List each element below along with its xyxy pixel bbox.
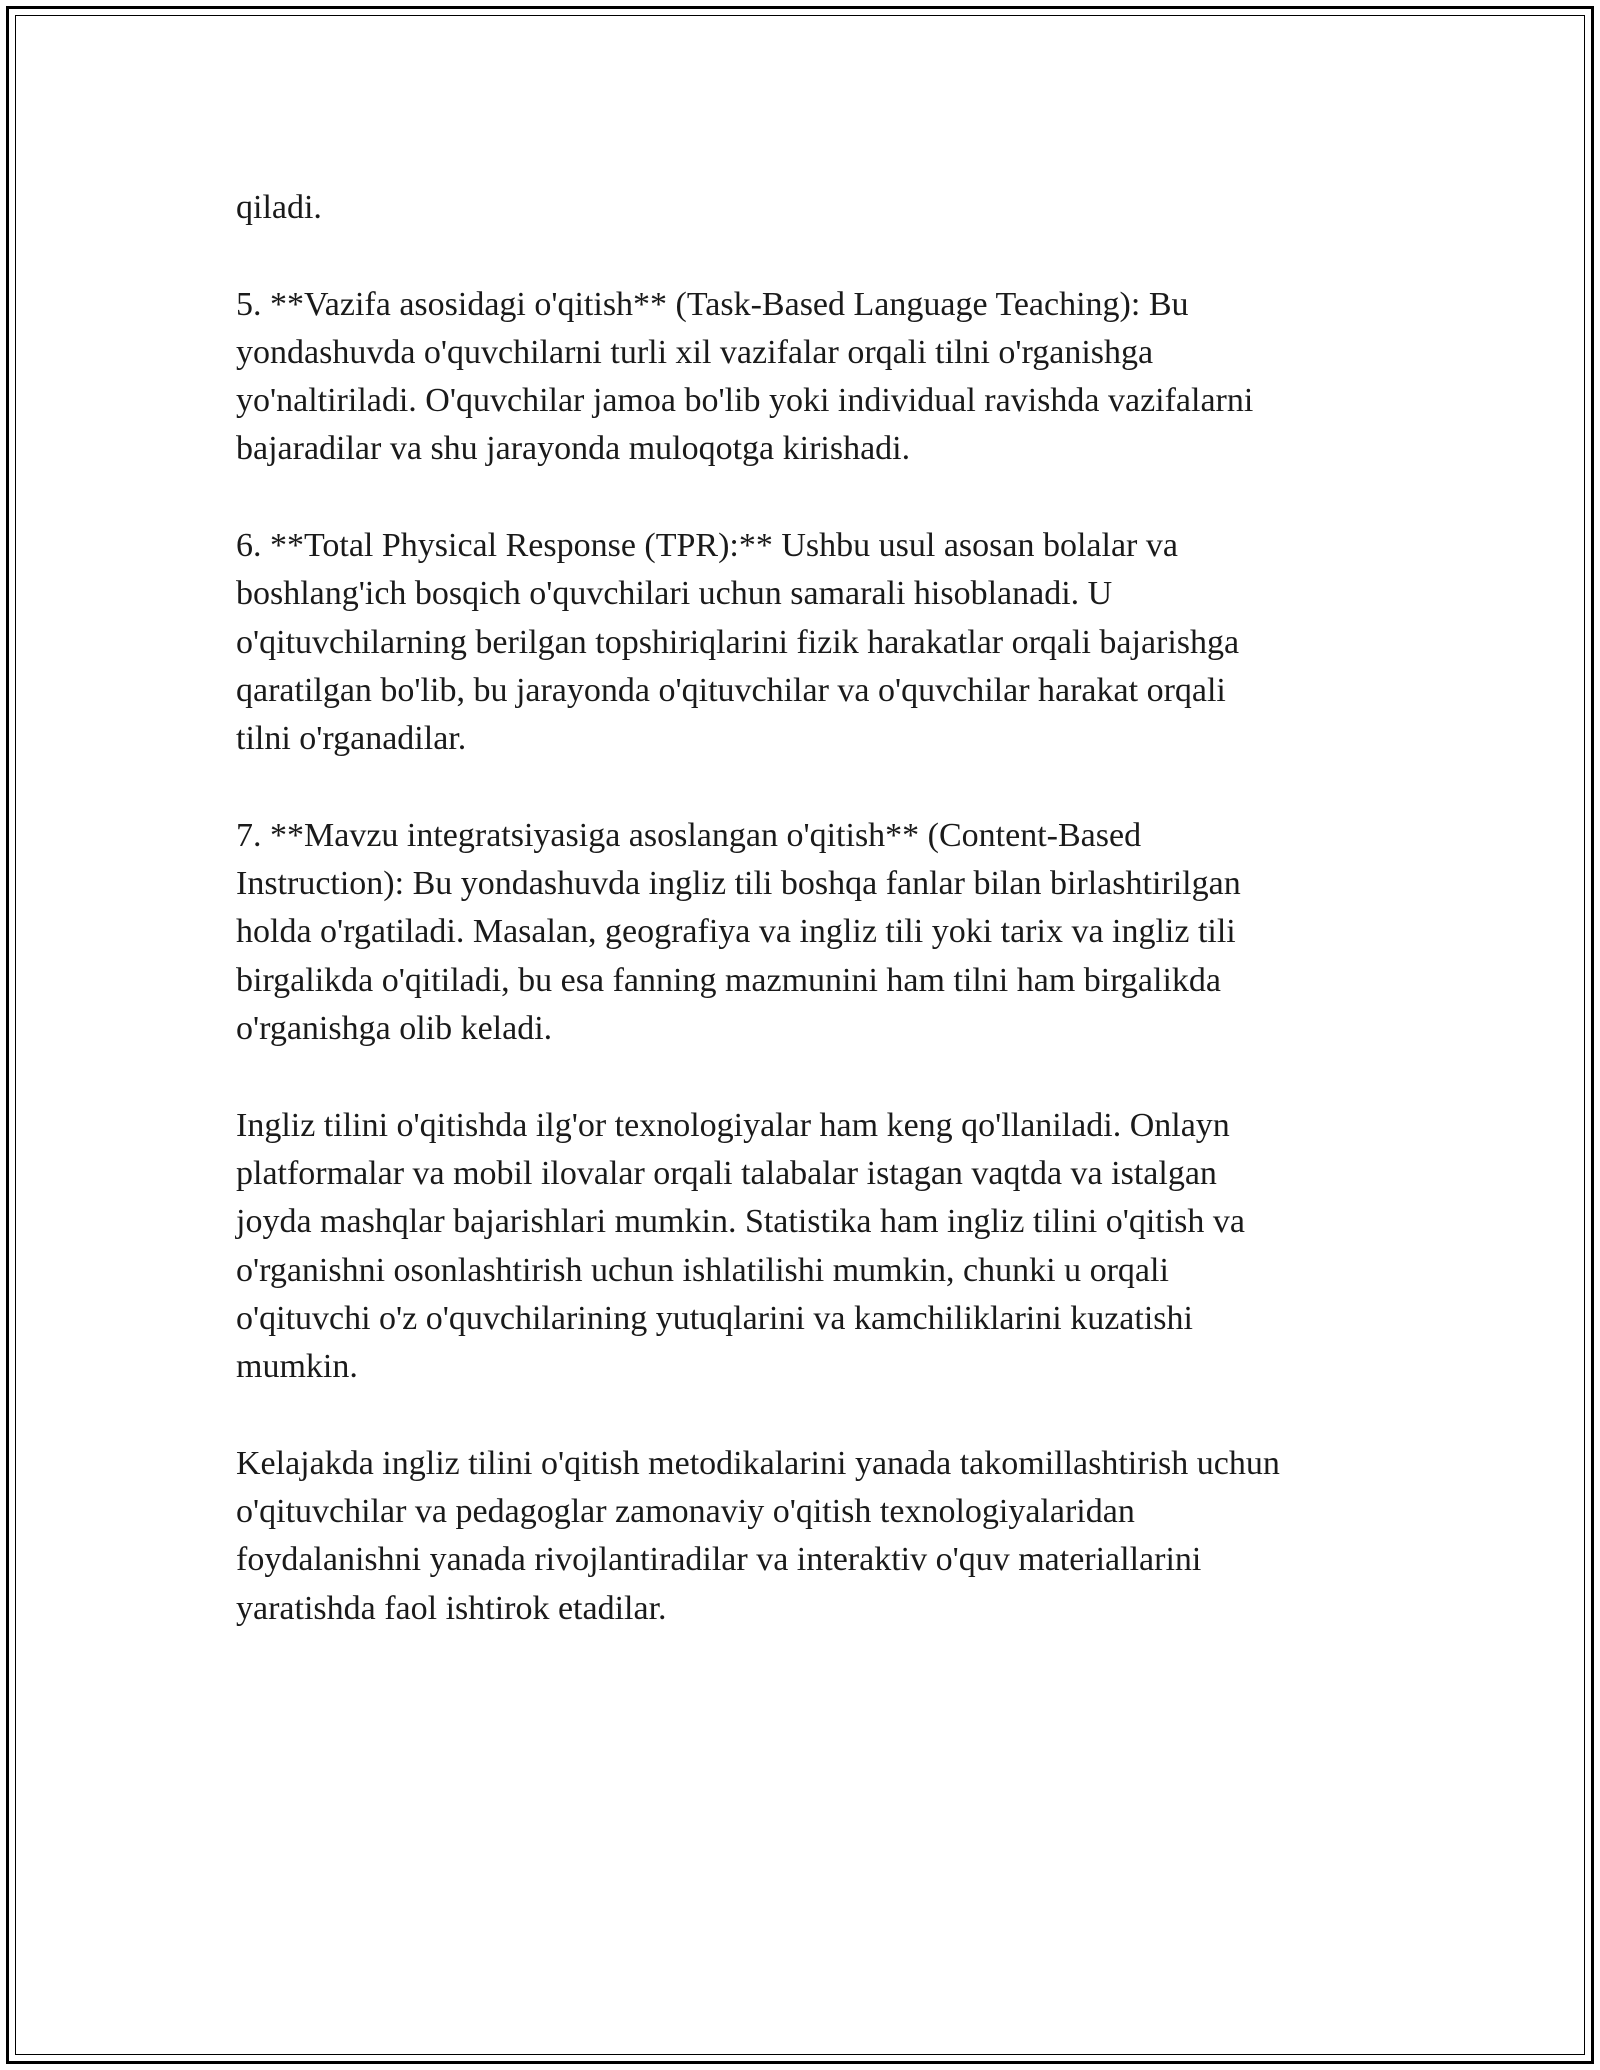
- paragraph-continuation: qiladi.: [236, 189, 322, 226]
- document-body: [236, 184, 1376, 1681]
- paragraph-technologies: Ingliz tilini o'qitishda ilg'or texnologiyalar ham keng qo'llaniladi. Onlayn platformalar va mobil ilovalar orqali talabalar istagan vaqtda va istalgan joyda mashqlar bajarishlari mumkin. Statistika ham ingliz tilini o'qitish va o'rganishni osonlashtirish uchun ishlatilishi mumkin, chunki u orqali o'qituvchi o'z o'quvchilarining yutuqlarini va kamchiliklarini kuzatishi mumkin.: [236, 1106, 1245, 1386]
- paragraph-item-7-content-based: 7. **Mavzu integratsiyasiga asoslangan o'qitish** (Content-Based Instruction): Bu yondashuvda ingliz tili boshqa fanlar bilan birlashtirilgan holda o'rgatiladi. Masalan, geografiya va ingliz tili yoki tarix va ingliz tili birgalikda o'qitiladi, bu esa fanning mazmunini ham tilni ham birgalikda o'rganishga olib keladi.: [236, 816, 1241, 1048]
- paragraph-future: Kelajakda ingliz tilini o'qitish metodikalarini yanada takomillashtirish uchun o'qituvchilar va pedagoglar zamonaviy o'qitish texnologiyalaridan foydalanishni yanada rivojlantiradilar va interaktiv o'quv materiallarini yaratishda faol ishtirok etadilar.: [236, 1444, 1280, 1627]
- paragraph-item-6-tpr: 6. **Total Physical Response (TPR):** Ushbu usul asosan bolalar va boshlang'ich bosqich o'quvchilari uchun samarali hisoblanadi. U o'qituvchilarning berilgan topshiriqlarini fizik harakatlar orqali bajarishga qaratilgan bo'lib, bu jarayonda o'qituvchilar va o'quvchilar harakat orqali tilni o'rganadilar.: [236, 527, 1240, 758]
- paragraph-item-5-task-based: 5. **Vazifa asosidagi o'qitish** (Task-Based Language Teaching): Bu yondashuvda o'quvchilarni turli xil vazifalar orqali tilni o'rganishga yo'naltiriladi. O'quvchilar jamoa bo'lib yoki individual ravishda vazifalarni bajaradilar va shu jarayonda muloqotga kirishadi.: [236, 285, 1254, 468]
